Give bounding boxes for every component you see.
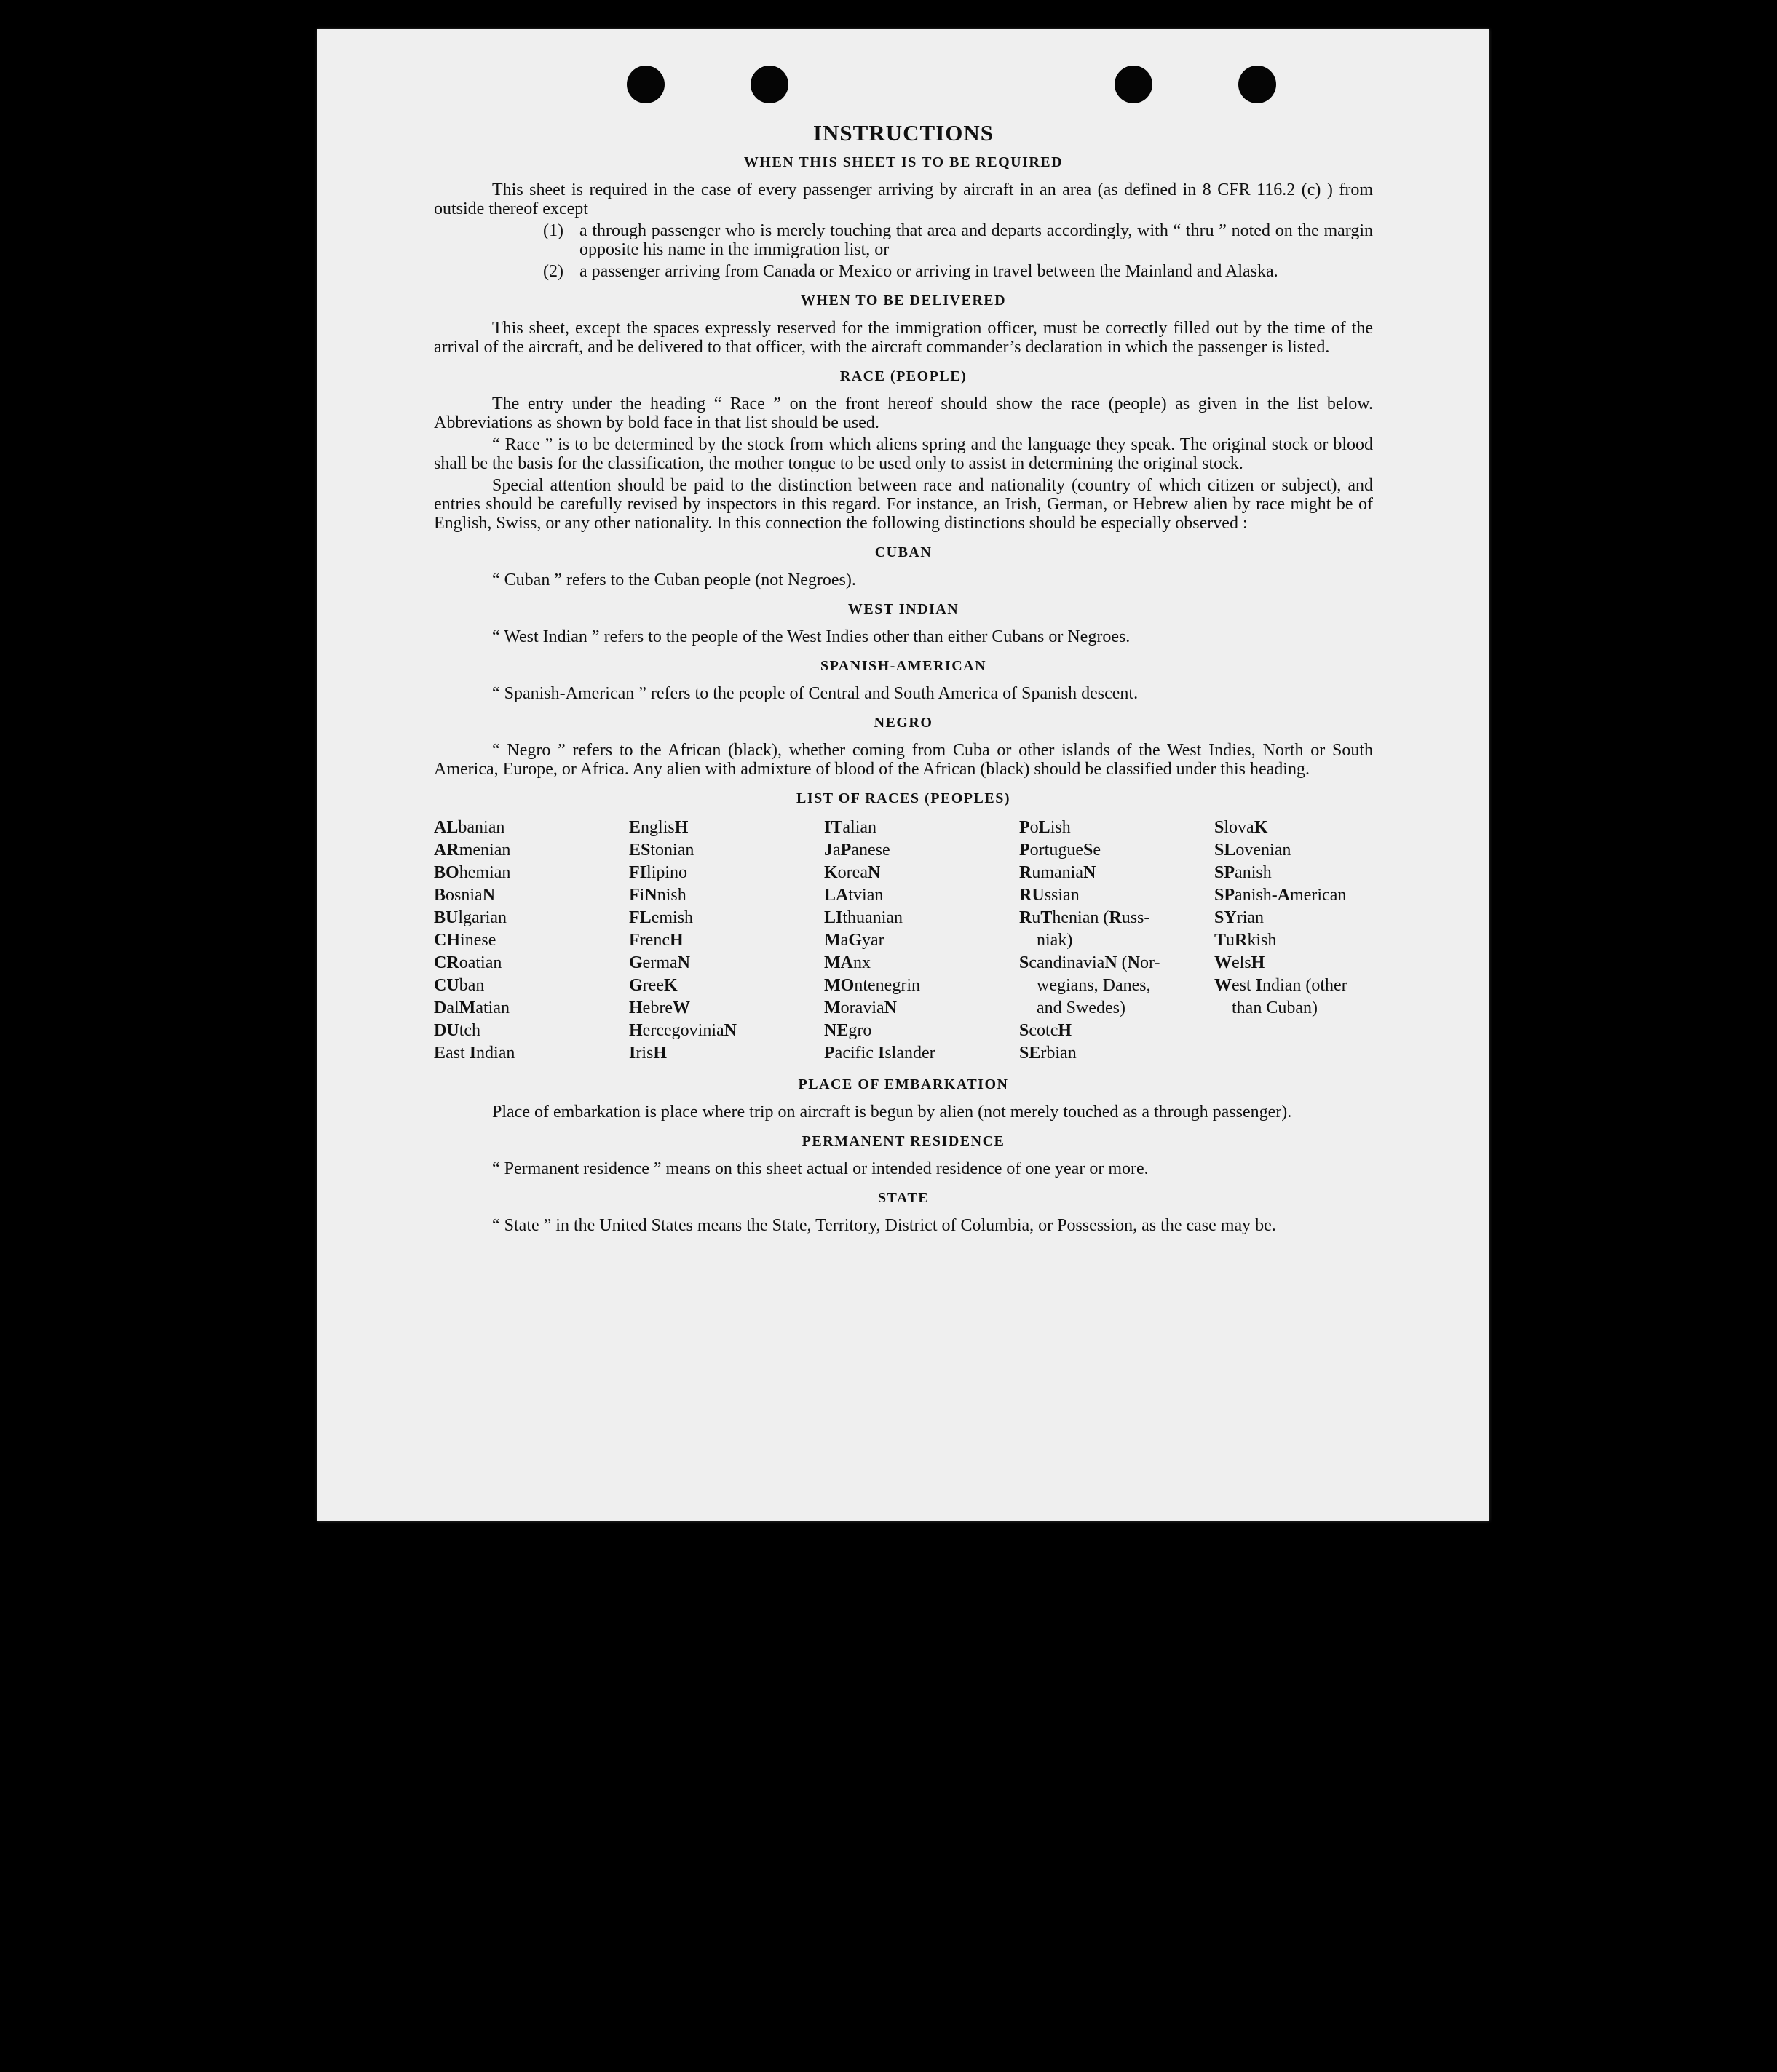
race-entry: IrisH — [629, 1044, 668, 1063]
punch-hole — [751, 66, 788, 103]
exception-number: (2) — [543, 262, 563, 281]
race-entry-continued: and Swedes) — [1037, 999, 1125, 1017]
race-entry: CUban — [434, 976, 485, 995]
race-entry: BOhemian — [434, 863, 511, 882]
race-entry: GreeK — [629, 976, 678, 995]
race-entry: ALbanian — [434, 818, 505, 837]
race-entry: EnglisH — [629, 818, 689, 837]
permanent-residence-text: “ Permanent residence ” means on this sheet actual or intended residence of one year or more. — [492, 1159, 1149, 1178]
race-entry: MaGyar — [824, 931, 884, 950]
races-column — [824, 817, 1019, 1065]
cuban-text: “ Cuban ” refers to the Cuban people (not Negroes). — [492, 571, 856, 590]
race-entry-continued: wegians, Danes, — [1037, 976, 1151, 995]
race-entry: ITalian — [824, 818, 877, 837]
heading-when-required: WHEN THIS SHEET IS TO BE REQUIRED — [743, 154, 1064, 170]
punch-hole — [627, 66, 665, 103]
race-entry: KoreaN — [824, 863, 881, 882]
heading-west-indian: WEST INDIAN — [847, 601, 959, 617]
punch-hole — [1238, 66, 1276, 103]
race-entry: LIthuanian — [824, 908, 903, 927]
race-entry: FLemish — [629, 908, 694, 927]
race-entry: BUlgarian — [434, 908, 507, 927]
exception-number: (1) — [543, 221, 563, 240]
race-entry: ARmenian — [434, 841, 511, 860]
race-entry: PoLish — [1019, 818, 1071, 837]
race-entry: West Indian (other — [1214, 976, 1347, 995]
heading-spanish-american: SPANISH-AMERICAN — [820, 658, 987, 674]
race-entry: CHinese — [434, 931, 496, 950]
race-entry: GermaN — [629, 953, 690, 972]
heading-when-delivered: WHEN TO BE DELIVERED — [800, 293, 1007, 309]
races-column — [1214, 817, 1373, 1065]
heading-negro: NEGRO — [874, 715, 933, 731]
race-entry: MOntenegrin — [824, 976, 920, 995]
race-entry: Pacific Islander — [824, 1044, 935, 1063]
exception-text: a passenger arriving from Canada or Mexico or arriving in travel between the Mainland and Alaska. — [579, 262, 1278, 281]
heading-embarkation: PLACE OF EMBARKATION — [798, 1076, 1009, 1092]
instructions-content — [434, 120, 1373, 1238]
race-paragraph-3: Special attention should be paid to the distinction between race and nationality (country of which citizen or subject), and entries should be carefully revised by inspectors in this regard. For instance, an Irish, German, or Hebrew alien by race might be of English, Swiss, or any other nationality. In this connection the following distinctions should be especially observed : — [434, 476, 1373, 533]
race-entry: RUssian — [1019, 886, 1080, 905]
document-page — [317, 29, 1489, 1521]
state-text: “ State ” in the United States means the State, Territory, District of Columbia, or Possession, as the case may be. — [492, 1216, 1276, 1235]
exception-item — [543, 221, 1373, 259]
races-list — [434, 817, 1373, 1065]
race-paragraph-1: The entry under the heading “ Race ” on the front hereof should show the race (people) as given in the list below. Abbreviations as shown by bold face in that list should be used. — [434, 394, 1373, 432]
races-column — [434, 817, 629, 1065]
race-entry: LAtvian — [824, 886, 884, 905]
race-entry: SErbian — [1019, 1044, 1077, 1063]
heading-race: RACE (PEOPLE) — [839, 368, 967, 384]
race-paragraph-2: “ Race ” is to be determined by the stock from which aliens spring and the language they speak. The original stock or blood shall be the basis for the classification, the mother tongue to be used only to assist in determining the original stock. — [434, 435, 1373, 473]
race-entry: DalMatian — [434, 999, 510, 1017]
race-entry: RuThenian (Russ- — [1019, 908, 1150, 927]
exception-text: a through passenger who is merely touching that area and departs accordingly, with “ thru ” noted on the margin opposite his name in the immigration list, or — [579, 221, 1373, 259]
races-column — [1019, 817, 1214, 1065]
race-entry: FiNnish — [629, 886, 686, 905]
race-entry: CRoatian — [434, 953, 502, 972]
race-entry: TuRkish — [1214, 931, 1277, 950]
race-entry: FrencH — [629, 931, 684, 950]
when-delivered-text: This sheet, except the spaces expressly reserved for the immigration officer, must be correctly filled out by the time of the arrival of the aircraft, and be delivered to that officer, with the aircraft commander’s declaration in which the passenger is listed. — [434, 319, 1373, 357]
race-entry: EStonian — [629, 841, 694, 860]
race-entry-continued: niak) — [1037, 931, 1073, 950]
west-indian-text: “ West Indian ” refers to the people of the West Indies other than either Cubans or Negroes. — [492, 627, 1131, 646]
race-entry: DUtch — [434, 1021, 481, 1040]
race-entry: SLovenian — [1214, 841, 1291, 860]
race-entry: East Indian — [434, 1044, 515, 1063]
punch-hole — [1115, 66, 1152, 103]
page-title: INSTRUCTIONS — [812, 120, 994, 146]
race-entry: SYrian — [1214, 908, 1265, 927]
embarkation-text: Place of embarkation is place where trip on aircraft is begun by alien (not merely touched as a through passenger). — [492, 1103, 1292, 1122]
race-entry: SPanish — [1214, 863, 1272, 882]
heading-permanent-residence: PERMANENT RESIDENCE — [802, 1133, 1005, 1149]
race-entry: HercegoviniaN — [629, 1021, 737, 1040]
race-entry: HebreW — [629, 999, 690, 1017]
race-entry: BosniaN — [434, 886, 496, 905]
heading-cuban: CUBAN — [874, 544, 933, 560]
exception-item — [543, 262, 1373, 281]
race-entry: SlovaK — [1214, 818, 1268, 837]
heading-list-of-races: LIST OF RACES (PEOPLES) — [796, 790, 1010, 806]
race-entry: RumaniaN — [1019, 863, 1096, 882]
race-entry: JaPanese — [824, 841, 890, 860]
race-entry: FIlipino — [629, 863, 688, 882]
negro-text: “ Negro ” refers to the African (black), whether coming from Cuba or other islands of the West Indies, North or South America, Europe, or Africa. Any alien with admixture of blood of the African (black) should be classified under this heading. — [434, 741, 1373, 779]
heading-state: STATE — [877, 1190, 930, 1206]
race-entry: MoraviaN — [824, 999, 897, 1017]
race-entry: MAnx — [824, 953, 871, 972]
race-entry: PortugueSe — [1019, 841, 1101, 860]
race-entry-continued: than Cuban) — [1232, 999, 1318, 1017]
race-entry: ScotcH — [1019, 1021, 1072, 1040]
spanish-american-text: “ Spanish-American ” refers to the people of Central and South America of Spanish descent. — [492, 684, 1139, 703]
race-entry: SPanish-American — [1214, 886, 1347, 905]
race-entry: NEgro — [824, 1021, 872, 1040]
races-column — [629, 817, 824, 1065]
race-entry: WelsH — [1214, 953, 1265, 972]
when-required-intro: This sheet is required in the case of every passenger arriving by aircraft in an area (as defined in 8 CFR 116.2 (c) ) from outside thereof except — [434, 180, 1373, 218]
race-entry: ScandinaviaN (Nor- — [1019, 953, 1160, 972]
